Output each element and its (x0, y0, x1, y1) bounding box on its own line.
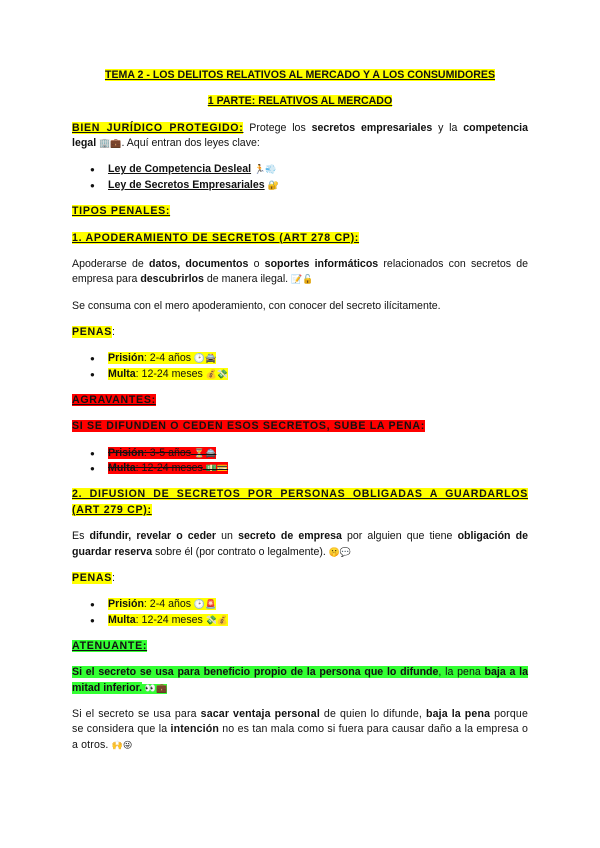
section1-paragraph-2: Se consuma con el mero apoderamiento, con conocer del secreto ilícitamente. (72, 299, 441, 312)
final-paragraph: Si el secreto se usa para sacar ventaja personal de quien lo difunde, baja la pena porque se considera que la intención no es tan mala como si fuera para causar daño a la empresa o a otros. 🙌😜 (72, 708, 528, 751)
list-item: ● Prisión: 2-4 años 🕑🚔 (108, 351, 528, 366)
section2-heading: 2. DIFUSION DE SECRETOS POR PERSONAS OBLIGADAS A GUARDARLOS (ART 279 CP): (72, 488, 528, 516)
penas-list-2 (72, 597, 528, 628)
runner-icon: 🏃💨 (251, 165, 277, 176)
laws-list (72, 162, 528, 193)
section1-heading: 1. APODERAMIENTO DE SECRETOS (ART 278 CP): (72, 231, 360, 244)
bien-juridico-label: BIEN JURÍDICO PROTEGIDO: (72, 121, 244, 134)
doc-title: TEMA 2 - LOS DELITOS RELATIVOS AL MERCADO Y A LOS CONSUMIDORES (104, 69, 496, 81)
cash-card-icon: 💵💳 (202, 464, 229, 475)
penas-heading-2: PENAS: (72, 571, 115, 584)
hourglass-police-icon: ⏳🚔 (191, 448, 217, 459)
list-item: ● Prisión: 3-5 años ⏳🚔 (108, 446, 528, 461)
bien-juridico-paragraph: BIEN JURÍDICO PROTEGIDO: Protege los secretos empresariales y la competencia legal 🏢💼. Aquí entran dos leyes clave: (72, 121, 529, 150)
money-icon: 💰💸 (202, 369, 229, 380)
raised-hands-wink-icon: 🙌😜 (108, 740, 133, 751)
memo-unlock-icon: 📝🔓 (288, 275, 314, 286)
agravantes-list (72, 446, 528, 477)
clock-police-icon: 🕑🚔 (191, 354, 217, 365)
agravantes-heading: AGRAVANTES: (72, 394, 156, 407)
part-heading: 1 PARTE: RELATIVOS AL MERCADO (207, 95, 393, 108)
section1-paragraph: Apoderarse de datos, documentos o soportes informáticos relacionados con secretos de empresa para descubrirlos de manera ilegal. 📝🔓 (72, 257, 528, 286)
list-item: ● Ley de Secretos Empresariales 🔐 (108, 178, 528, 193)
tipos-penales-heading: TIPOS PENALES: (72, 205, 171, 218)
list-item: ● Multa: 12-24 meses 💰💸 (108, 367, 528, 382)
penas-list-1 (72, 351, 528, 382)
section2-paragraph: Es difundir, revelar o ceder un secreto de empresa por alguien que tiene obligación de guardar reserva sobre él (por contrato o legalmente). 🤫💬 (72, 530, 528, 558)
list-item: ● Multa: 12-24 meses 💸💰 (108, 613, 528, 628)
lock-icon: 🔐 (264, 180, 279, 191)
atenuante-paragraph: Si el secreto se usa para beneficio propio de la persona que lo difunde, la pena baja a la mitad inferior. 👀💼 (72, 666, 528, 694)
list-item: ● Prisión: 2-4 años 🕑🚨 (108, 597, 528, 612)
money-icon: 💸💰 (202, 615, 229, 626)
penas-heading-1: PENAS: (72, 325, 115, 338)
list-item: ● Ley de Competencia Desleal 🏃💨 (108, 162, 528, 177)
clock-siren-icon: 🕑🚨 (191, 600, 217, 611)
building-briefcase-icon: 🏢💼 (96, 139, 122, 150)
atenuante-heading: ATENUANTE: (72, 639, 148, 652)
eyes-briefcase-icon: 👀💼 (142, 683, 168, 694)
list-item: ● Multa: 12-24 meses 💵💳 (108, 461, 528, 476)
agravantes-text: SI SE DIFUNDEN O CEDEN ESOS SECRETOS, SUBE LA PENA: (72, 420, 425, 433)
shush-speech-icon: 🤫💬 (325, 547, 352, 558)
